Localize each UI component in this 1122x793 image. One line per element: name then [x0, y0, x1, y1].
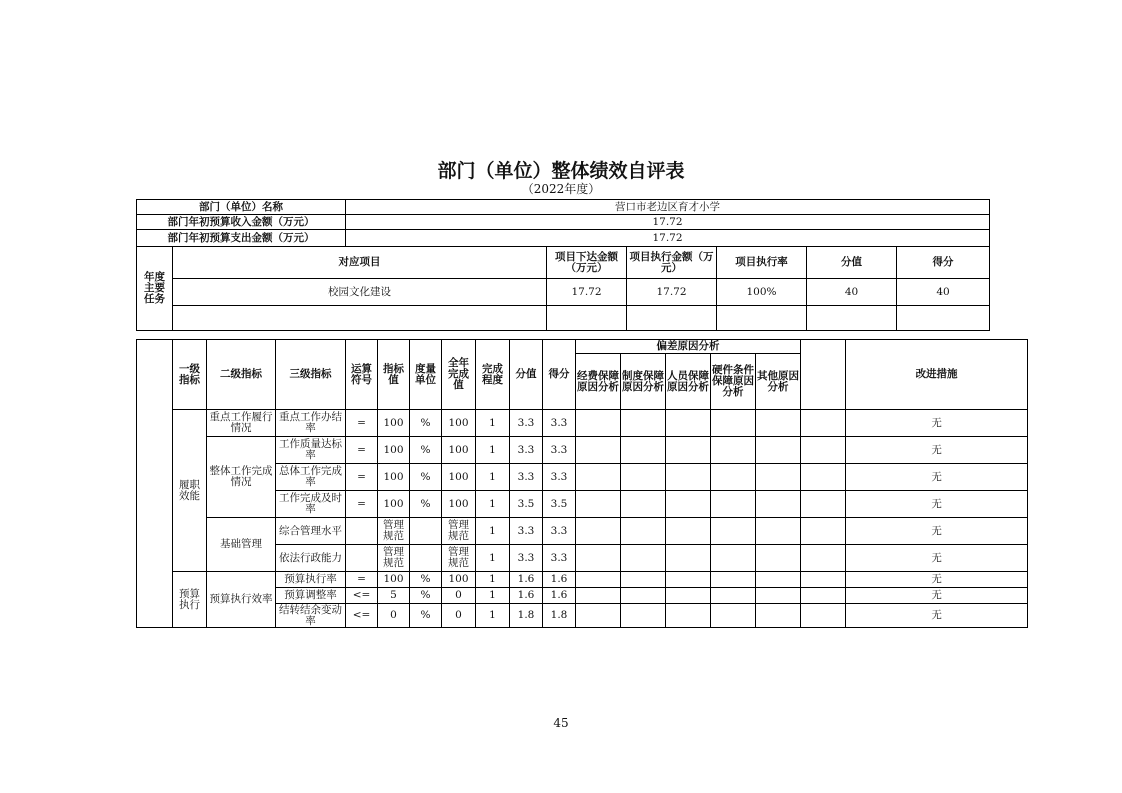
completion-cell: 1	[476, 604, 510, 628]
table-row	[137, 437, 1028, 464]
empty-cell	[711, 518, 756, 545]
completion-cell: 1	[476, 491, 510, 518]
unit-name-value: 营口市老边区育才小学	[346, 200, 990, 215]
empty-cell	[666, 491, 711, 518]
unit-cell: %	[410, 588, 442, 604]
empty-cell	[621, 545, 666, 572]
score-cell: 3.3	[543, 518, 576, 545]
empty-cell	[801, 545, 846, 572]
empty-cell	[547, 306, 627, 331]
header-funding: 经费保障原因分析	[576, 354, 621, 410]
empty-cell	[756, 518, 801, 545]
empty-cell	[756, 572, 801, 588]
indicator-value-cell: 0	[378, 604, 410, 628]
empty-cell	[621, 491, 666, 518]
operator-cell: =	[346, 572, 378, 588]
annual-value-cell: 管理规范	[442, 545, 476, 572]
empty-cell	[666, 545, 711, 572]
score-value-cell: 3.3	[510, 410, 543, 437]
empty-cell	[711, 604, 756, 628]
unit-cell	[410, 518, 442, 545]
empty-cell	[576, 588, 621, 604]
empty-cell	[666, 437, 711, 464]
unit-cell: %	[410, 491, 442, 518]
table-row	[137, 572, 1028, 588]
empty-cell	[801, 464, 846, 491]
task-project: 校园文化建设	[173, 279, 547, 306]
empty-cell	[666, 518, 711, 545]
empty-cell	[576, 464, 621, 491]
task-score-value: 40	[807, 279, 897, 306]
task-executed: 17.72	[627, 279, 717, 306]
task-header-rate: 项目执行率	[717, 247, 807, 279]
empty-cell	[711, 572, 756, 588]
empty-cell	[621, 464, 666, 491]
empty-cell	[666, 604, 711, 628]
header-annual-value: 全年完成值	[442, 340, 476, 410]
header-completion: 完成程度	[476, 340, 510, 410]
completion-cell: 1	[476, 518, 510, 545]
empty-cell	[621, 604, 666, 628]
income-row	[137, 215, 990, 230]
expense-label: 部门年初预算支出金额（万元）	[137, 230, 346, 247]
income-value: 17.72	[346, 215, 990, 230]
performance-table	[136, 339, 1028, 628]
task-header-issued: 项目下达金额（万元）	[547, 247, 627, 279]
empty-cell	[801, 604, 846, 628]
empty-cell	[756, 464, 801, 491]
score-cell: 3.3	[543, 464, 576, 491]
empty-cell	[576, 437, 621, 464]
empty-cell	[711, 410, 756, 437]
empty-left-cell	[137, 340, 173, 628]
empty-cell	[711, 464, 756, 491]
empty-cell	[711, 588, 756, 604]
indicator-value-cell: 5	[378, 588, 410, 604]
expense-row	[137, 230, 990, 247]
level3-cell: 工作质量达标率	[276, 437, 346, 464]
empty-cell	[756, 491, 801, 518]
empty-cell	[666, 464, 711, 491]
level3-cell: 依法行政能力	[276, 545, 346, 572]
empty-cell	[801, 491, 846, 518]
level3-cell: 结转结余变动率	[276, 604, 346, 628]
summary-table	[136, 199, 990, 331]
empty-cell	[801, 340, 846, 410]
level3-cell: 预算调整率	[276, 588, 346, 604]
operator-cell: <=	[346, 588, 378, 604]
empty-cell	[711, 437, 756, 464]
unit-cell: %	[410, 437, 442, 464]
operator-cell: =	[346, 491, 378, 518]
unit-name-label: 部门（单位）名称	[137, 200, 346, 215]
task-row	[137, 279, 990, 306]
improvement-cell: 无	[846, 604, 1028, 628]
empty-cell	[801, 518, 846, 545]
operator-cell: <=	[346, 604, 378, 628]
score-cell: 1.8	[543, 604, 576, 628]
empty-cell	[801, 572, 846, 588]
empty-cell	[576, 518, 621, 545]
header-staff: 人员保障原因分析	[666, 354, 711, 410]
level2-cell: 预算执行效率	[207, 572, 276, 628]
improvement-cell: 无	[846, 491, 1028, 518]
level2-cell: 整体工作完成情况	[207, 437, 276, 518]
unit-cell: %	[410, 572, 442, 588]
empty-cell	[576, 491, 621, 518]
empty-cell	[621, 437, 666, 464]
header-level1: 一级指标	[173, 340, 207, 410]
score-cell: 1.6	[543, 572, 576, 588]
level2-cell: 重点工作履行情况	[207, 410, 276, 437]
level1-cell: 预算执行	[173, 572, 207, 628]
unit-cell: %	[410, 464, 442, 491]
task-header-project: 对应项目	[173, 247, 547, 279]
score-value-cell: 3.3	[510, 464, 543, 491]
header-operator: 运算符号	[346, 340, 378, 410]
header-indicator-value: 指标值	[378, 340, 410, 410]
indicator-value-cell: 100	[378, 464, 410, 491]
task-label: 年度主要任务	[137, 247, 173, 331]
empty-cell	[621, 410, 666, 437]
indicator-value-cell: 管理规范	[378, 518, 410, 545]
score-value-cell: 3.5	[510, 491, 543, 518]
empty-cell	[666, 572, 711, 588]
improvement-cell: 无	[846, 572, 1028, 588]
empty-cell	[621, 588, 666, 604]
indicator-value-cell: 100	[378, 572, 410, 588]
header-system: 制度保障原因分析	[621, 354, 666, 410]
empty-cell	[666, 410, 711, 437]
operator-cell: =	[346, 410, 378, 437]
empty-cell	[756, 604, 801, 628]
operator-cell	[346, 518, 378, 545]
empty-cell	[801, 437, 846, 464]
indicator-value-cell: 100	[378, 491, 410, 518]
empty-cell	[576, 545, 621, 572]
task-rate: 100%	[717, 279, 807, 306]
task-empty-row	[137, 306, 990, 331]
header-level2: 二级指标	[207, 340, 276, 410]
empty-cell	[717, 306, 807, 331]
annual-value-cell: 0	[442, 588, 476, 604]
improvement-cell: 无	[846, 410, 1028, 437]
level3-cell: 工作完成及时率	[276, 491, 346, 518]
indicator-value-cell: 管理规范	[378, 545, 410, 572]
annual-value-cell: 100	[442, 491, 476, 518]
unit-cell: %	[410, 604, 442, 628]
indicator-value-cell: 100	[378, 437, 410, 464]
score-value-cell: 3.3	[510, 437, 543, 464]
improvement-cell: 无	[846, 437, 1028, 464]
empty-cell	[801, 588, 846, 604]
empty-cell	[801, 410, 846, 437]
header-score: 得分	[543, 340, 576, 410]
level3-cell: 预算执行率	[276, 572, 346, 588]
score-cell: 3.3	[543, 545, 576, 572]
completion-cell: 1	[476, 437, 510, 464]
unit-cell	[410, 545, 442, 572]
score-value-cell: 3.3	[510, 545, 543, 572]
header-improvement: 改进措施	[846, 340, 1028, 410]
operator-cell: =	[346, 437, 378, 464]
score-cell: 3.3	[543, 410, 576, 437]
empty-cell	[173, 306, 547, 331]
empty-cell	[576, 604, 621, 628]
score-value-cell: 1.6	[510, 572, 543, 588]
completion-cell: 1	[476, 545, 510, 572]
empty-cell	[807, 306, 897, 331]
header-other: 其他原因分析	[756, 354, 801, 410]
document-subtitle: （2022年度）	[521, 182, 601, 196]
task-header-executed: 项目执行金额（万元）	[627, 247, 717, 279]
improvement-cell: 无	[846, 588, 1028, 604]
indicator-value-cell: 100	[378, 410, 410, 437]
improvement-cell: 无	[846, 464, 1028, 491]
document-title: 部门（单位）整体绩效自评表	[437, 160, 685, 182]
empty-cell	[756, 588, 801, 604]
task-header-row	[137, 247, 990, 279]
task-score: 40	[897, 279, 990, 306]
score-cell: 1.6	[543, 588, 576, 604]
header-unit: 度量单位	[410, 340, 442, 410]
completion-cell: 1	[476, 572, 510, 588]
empty-cell	[711, 545, 756, 572]
annual-value-cell: 管理规范	[442, 518, 476, 545]
income-label: 部门年初预算收入金额（万元）	[137, 215, 346, 230]
annual-value-cell: 0	[442, 604, 476, 628]
level3-cell: 总体工作完成率	[276, 464, 346, 491]
annual-value-cell: 100	[442, 410, 476, 437]
header-deviation: 偏差原因分析	[576, 340, 801, 354]
header-level3: 三级指标	[276, 340, 346, 410]
empty-cell	[627, 306, 717, 331]
page-number: 45	[553, 716, 569, 730]
level1-cell: 履职效能	[173, 410, 207, 572]
level3-cell: 重点工作办结率	[276, 410, 346, 437]
empty-cell	[621, 572, 666, 588]
completion-cell: 1	[476, 588, 510, 604]
level2-cell: 基础管理	[207, 518, 276, 572]
annual-value-cell: 100	[442, 464, 476, 491]
empty-cell	[711, 491, 756, 518]
empty-cell	[756, 545, 801, 572]
empty-cell	[756, 410, 801, 437]
expense-value: 17.72	[346, 230, 990, 247]
task-issued: 17.72	[547, 279, 627, 306]
empty-cell	[897, 306, 990, 331]
improvement-cell: 无	[846, 518, 1028, 545]
table-row	[137, 410, 1028, 437]
improvement-cell: 无	[846, 545, 1028, 572]
score-cell: 3.5	[543, 491, 576, 518]
score-value-cell: 3.3	[510, 518, 543, 545]
task-header-score: 得分	[897, 247, 990, 279]
operator-cell: =	[346, 464, 378, 491]
level3-cell: 综合管理水平	[276, 518, 346, 545]
empty-cell	[756, 437, 801, 464]
completion-cell: 1	[476, 410, 510, 437]
header-hardware: 硬件条件保障原因分析	[711, 354, 756, 410]
task-header-score-value: 分值	[807, 247, 897, 279]
perf-header-row-1	[137, 340, 1028, 354]
operator-cell	[346, 545, 378, 572]
empty-cell	[621, 518, 666, 545]
score-value-cell: 1.8	[510, 604, 543, 628]
unit-name-row	[137, 200, 990, 215]
empty-cell	[576, 410, 621, 437]
unit-cell: %	[410, 410, 442, 437]
annual-value-cell: 100	[442, 572, 476, 588]
header-score-value: 分值	[510, 340, 543, 410]
annual-value-cell: 100	[442, 437, 476, 464]
table-row	[137, 518, 1028, 545]
score-value-cell: 1.6	[510, 588, 543, 604]
completion-cell: 1	[476, 464, 510, 491]
empty-cell	[666, 588, 711, 604]
score-cell: 3.3	[543, 437, 576, 464]
empty-cell	[576, 572, 621, 588]
